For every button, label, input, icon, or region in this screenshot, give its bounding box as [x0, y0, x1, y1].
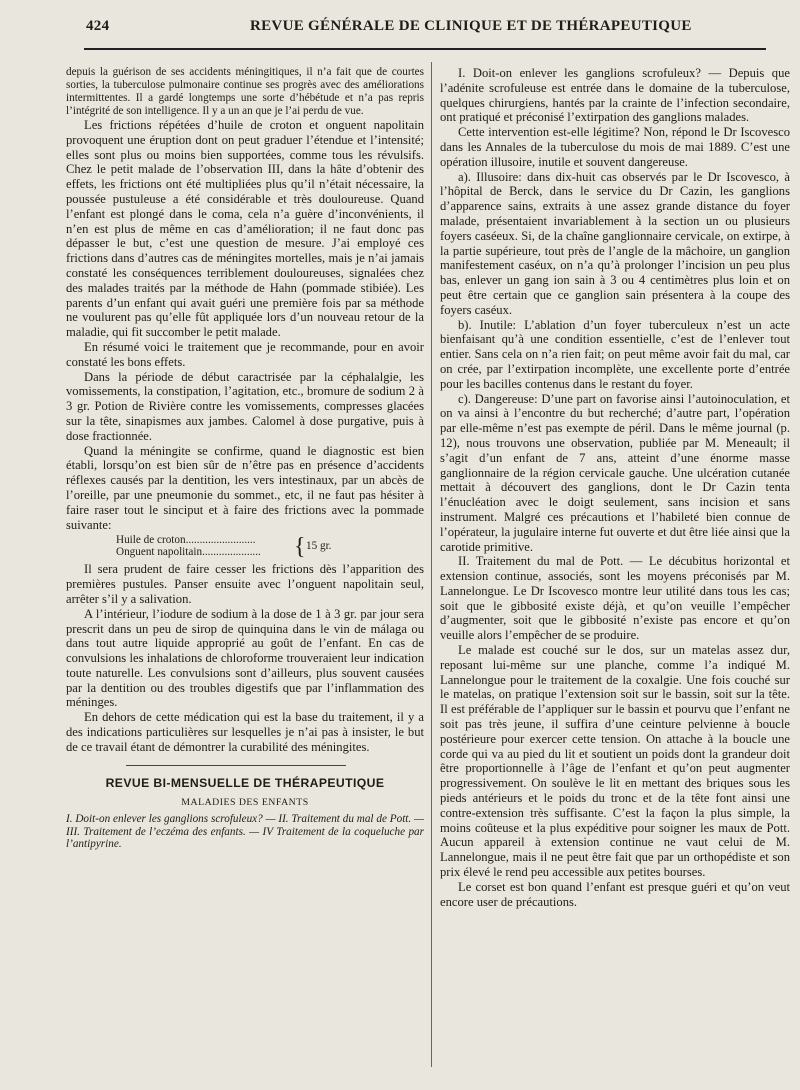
running-title: REVUE GÉNÉRALE DE CLINIQUE ET DE THÉRAPEUTIQUE	[250, 18, 692, 34]
column-divider	[431, 62, 432, 1067]
formula-brace: {	[294, 534, 306, 561]
section-rule	[126, 765, 346, 766]
header-rule	[84, 48, 766, 50]
paragraph: Le malade est couché sur le dos, sur un matelas assez dur, reposant lui-même sur une planche, comme l’a indiqué M. Lannelongue pour le traitement de la coxalgie. Une fois couché sur le matelas, on pratique l’extension soit sur le bassin, soit sur la tête. Il est préférable de l’appliquer sur le bassin et pourvu que l’enfant ne soit pas très jeune, il suffira d’une ceinture pelvienne à boucle postérieure pour exercer cette tension. On attache à la boucle une corde qui va au pied du lit et soutient un poids dont la grandeur doit être proportionnelle à l’âge de l’enfant et qu’on peut augmenter progressivement. On soulève le lit en mettant des briques sous les pieds antérieurs et le poids du tronc et de la tête font ainsi une contre-extension très suffisante. C’est la façon la plus simple, la moins coûteuse et la plus expéditive pour soigner les maux de Pott. Aucun appareil à extension continue ne vaut celui de M. Lannelongue, mais il ne peut être fait que par un orthopédiste et son prix élevé le rend peu accessible aux petites bourses.	[440, 643, 790, 880]
paragraph: Cette intervention est-elle légitime? Non, répond le Dr Iscovesco dans les Annales de la tuberculose du mois de mai 1889. C’est une opération illusoire, inutile et souvent dangereuse.	[440, 125, 790, 169]
formula-amount: 15 gr.	[306, 540, 332, 553]
section-summary	[66, 813, 424, 851]
paragraph: En résumé voici le traitement que je recommande, pour en avoir constaté les bons effets.	[66, 339, 424, 369]
paragraph: Dans la période de début caractrisée par la céphalalgie, les vomissements, la constipation, l’agitation, etc., bromure de sodium 2 à 3 gr. Potion de Rivière contre les vomissements, compresses glacées sur la tête, sinapismes aux jambes. Calomel à dose purgative, puis à dose fractionnée.	[66, 369, 424, 443]
paragraph: A l’intérieur, l’iodure de sodium à la dose de 1 à 3 gr. par jour sera prescrit dans un peu de sirop de quinquina dans le vin de málaga ou dans tout autre liquide approprié au goût de l’enfant. En cas de convulsions les inhalations de chloroforme trouveraient leur indication toute naturelle. Les convulsions sont d’ailleurs, plus souvent causées par la dentition ou des troubles digestifs que par l’inflammation des méninges.	[66, 606, 424, 710]
paragraph: II. Traitement du mal de Pott. — Le décubitus horizontal et extension continue, associés, sont les moyens préconisés par M. Lannelongue. Le Dr Iscovesco montre leur utilité dans tous les cas; soit que le gibbosité existe déjà, et qu’on veuille l’empêcher d’augmenter, soit que le gibbosité n’existe pas encore et qu’on veuille alors l’empêcher de se produire.	[440, 554, 790, 643]
paragraph: c). Dangereuse: D’une part on favorise ainsi l’autoinoculation, et on va ainsi à l’encontre du but recherché; d’autre part, l’opération par elle-même n’est pas exempte de péril. Dans le même journal (p. 12), nous trouvons une observation, publiée par M. Meneault; il s’agit d’un enfant de 7 ans, atteint d’une énorme masse ganglionnaire de la région cervicale gauche. Une ulcération cutanée mettait à découvert des ganglions, dont le Dr Cazin tenta l’énucléation avec le doigt seulement, sans incision et sans instrument. Malgré ces précautions et l’habileté bien connue de l’opérateur, la jugulaire interne fut ouverte et dut être liée ainsi que la carotide primitive.	[440, 391, 790, 554]
prescription-formula	[116, 534, 424, 560]
running-header	[60, 18, 760, 40]
left-column	[66, 66, 424, 851]
paragraph: Le corset est bon quand l’enfant est presque guéri et qu’on veut encore user de précautions.	[440, 879, 790, 909]
formula-ingredient: Onguent napolitain.....................	[116, 546, 261, 559]
formula-ingredient: Huile de croton.........................	[116, 534, 256, 547]
paragraph: Les frictions répétées d’huile de croton et onguent napolitain provoquent une éruption dont on peut graduer l’étendue et l’intensité; elles sont plus ou moins bien supportées, comme tous les révulsifs. Chez le petit malade de l’observation III, dans la hâte d’obtenir des effets, les frictions ont été multipliées plus qu’il n’était nécessaire, la poussée pustuleuse a été considérable et très douloureuse. Quand l’enfant est plongé dans le coma, cela n’a guère d’inconvénients, il n’en est plus de même en cas d’amélioration; il ne faut donc pas dépasser le but, c’est une question de mesure. J’ai employé ces frictions dans d’autres cas de méningites mortelles, mais je n’ai jamais constaté les conséquences terriblement douloureuses, signalées chez des malades traités par la méthode de Hahn (pommade stibiée). Les parents d’un enfant qui avait guéri une première fois par sa méthode ne voulurent pas qu’elle fût appliquée lors d’un nouveau retour de la maladie, qui fit succomber le petit malade.	[66, 118, 424, 340]
paragraph: Il sera prudent de faire cesser les frictions dès l’apparition des premières pustules. Panser ensuite avec l’onguent napolitain seul, arrêter s’il y a salivation.	[66, 562, 424, 606]
paragraph: depuis la guérison de ses accidents méningitiques, il n’a fait que de courtes sorties, la tuberculose pulmonaire continue ses progrès avec des améliorations intermittentes. Il a gardé longtemps une sorte d’hébétude et n’a pas repris l’intégrité de son intelligence. Il y a un an que je l’ai perdu de vue.	[66, 66, 424, 117]
section-title: REVUE BI-MENSUELLE DE THÉRAPEUTIQUE	[105, 775, 385, 790]
paragraph: b). Inutile: L’ablation d’un foyer tuberculeux n’est un acte bienfaisant qu’à une condition essentielle, c’est de l’enlever tout entier. Sans cela on n’a rien fait; on peut même avoir fait du mal, car on crée, par l’extirpation incomplète, une excellente porte d’entrée pour les bacilles contenus dans le restant du foyer.	[440, 317, 790, 391]
paragraph: I. Doit-on enlever les ganglions scrofuleux? — Depuis que l’adénite scrofuleuse est entrée dans le domaine de la tuberculose, quelques chirurgiens, hantés par la crainte de l’infection secondaire, ont pratiqué et préconisé l’extirpation des ganglions malades.	[440, 66, 790, 125]
paragraph: a). Illusoire: dans dix-huit cas observés par le Dr Iscovesco, à l’hôpital de Berck, dans le service du Dr Cazin, les ganglions d’apparence sains, extraits à une assez grande distance du foyer malade, présentaient invariablement à la section un ou plusieurs foyers caséeux. Si, de la chaîne ganglionnaire cervicale, on extirpe, à la partie supérieure, tout près de l’angle de la mâchoire, un ganglion manifestement caséux, on n’a qu’à prolonger l’incision un peu plus bas, enlever un gang ion sain à 3 ou 4 centimètres plus loin et on peut être certain que ce ganglion sain présentera à la coupe des foyers caséux.	[440, 169, 790, 317]
right-column	[440, 66, 790, 909]
paragraph: En dehors de cette médication qui est la base du traitement, il y a des indications particulières sur lesquelles je n’ai pas à insister, le but de ce travail étant de démontrer la curabilité des méningites.	[66, 710, 424, 754]
section-subtitle: MALADIES DES ENFANTS	[181, 797, 309, 809]
page-number: 424	[86, 18, 110, 34]
summary-text: I. Doit-on enlever les ganglions scrofuleux? — II. Traitement du mal de Pott. — III. Traitement de l’eczéma des enfants. — IV Traitement de la coqueluche par l’antipyrine.	[66, 813, 424, 851]
paragraph: Quand la méningite se confirme, quand le diagnostic est bien établi, lorsqu’on est bien sûr de n’être pas en présence d’accidents réflexes causés par la dentition, les vers intestinaux, par un abcès de l’oreille, par une pneumonie du sommet., etc, il ne faut pas hésiter à faire raser tout le sinciput et à faire des frictions avec la pommade suivante:	[66, 443, 424, 532]
